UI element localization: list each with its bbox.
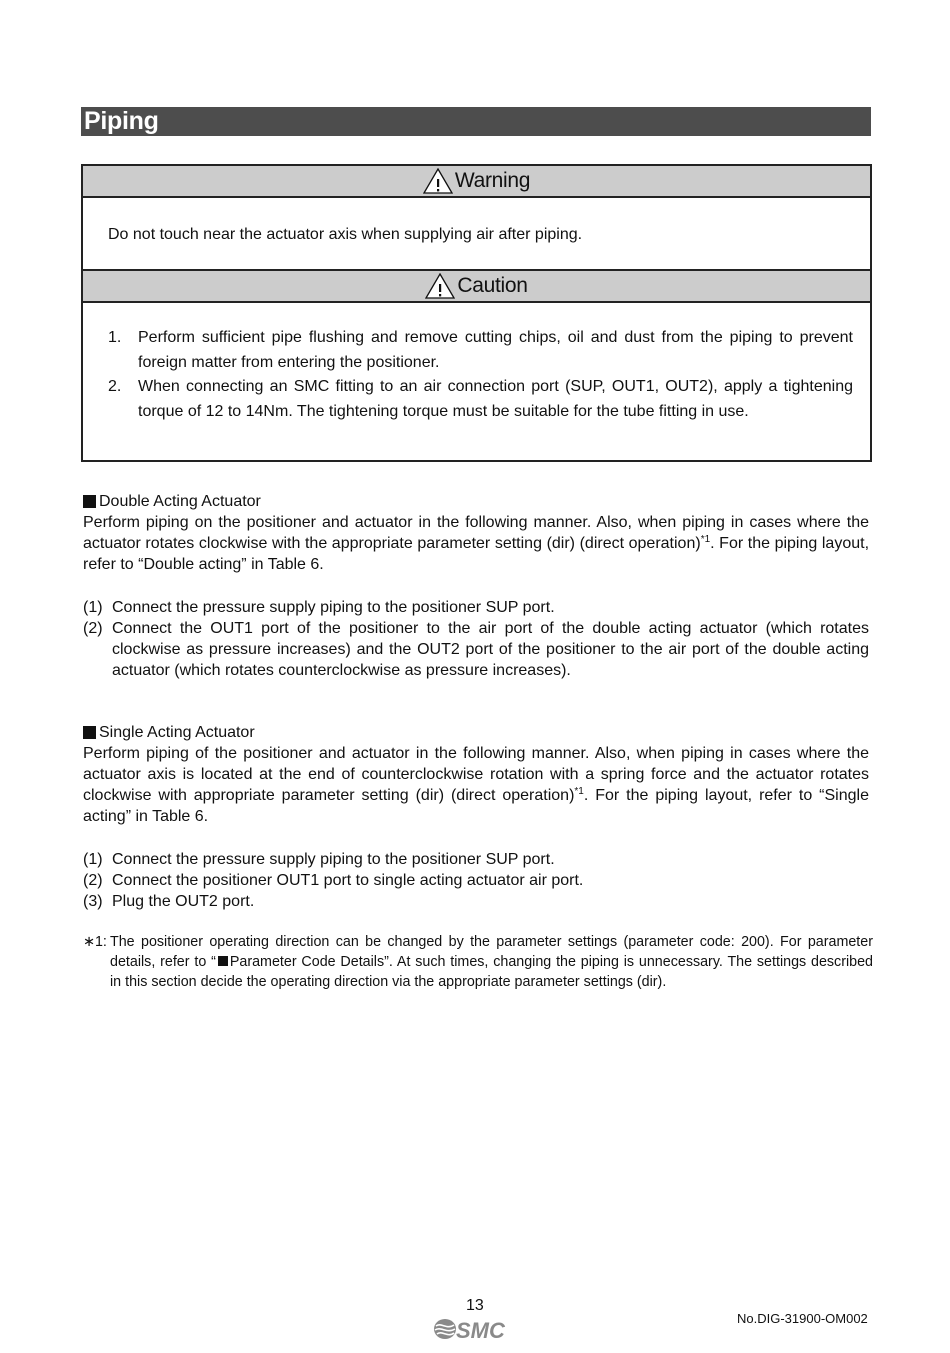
step-number: (3) bbox=[83, 893, 103, 910]
double-acting-step bbox=[83, 597, 869, 618]
step-text: Connect the OUT1 port of the positioner to the air port of the double acting actuator (which rotates clockwise as pressure increases) and the OUT2 port of the positioner to the air port of the double acting actuator (which rotates counterclockwise as pressure increases). bbox=[112, 620, 869, 679]
caution-item-text: Perform sufficient pipe flushing and remove cutting chips, oil and dust from the piping to prevent foreign matter from entering the positioner. bbox=[138, 329, 853, 371]
footnote-text-part: ”. At such times, changing the piping is unnecessary. The settings described in this section decide the operating direction via the appropriate parameter settings (dir). bbox=[110, 954, 873, 990]
single-acting-step bbox=[83, 891, 869, 912]
step-text: Plug the OUT2 port. bbox=[112, 893, 255, 910]
step-number: (1) bbox=[83, 851, 103, 868]
warning-text: Do not touch near the actuator axis when supplying air after piping. bbox=[108, 226, 583, 243]
footnote-text-part: The positioner operating direction can be changed by the parameter settings (parameter code: 200). For parameter details, refer to “ bbox=[110, 934, 873, 970]
double-acting-paragraph bbox=[83, 512, 869, 575]
warning-label: Warning bbox=[454, 169, 531, 192]
single-acting-heading bbox=[83, 722, 869, 743]
double-acting-step bbox=[83, 618, 869, 681]
single-acting-heading-text: Single Acting Actuator bbox=[99, 724, 255, 741]
caution-item-number: 2. bbox=[108, 378, 122, 395]
paragraph-text: Perform piping of the positioner and actuator in the following manner. Also, when piping in cases where the actuator axis is located at the end of counterclockwise rotation with a spring force and the actuator rotates clockwise with appropriate parameter setting (dir) (direct operation) bbox=[83, 745, 869, 804]
footnote-ref: *1 bbox=[700, 534, 711, 545]
paragraph-text: Perform piping on the positioner and actuator in the following manner. Also, when piping in cases where the actuator rotates clockwise with the appropriate parameter setting (dir) (direct operation) bbox=[83, 514, 869, 552]
caution-item-text: When connecting an SMC fitting to an air connection port (SUP, OUT1, OUT2), apply a tightening torque of 12 to 14Nm. The tightening torque must be suitable for the tube fitting in use. bbox=[138, 378, 853, 420]
step-number: (1) bbox=[83, 599, 103, 616]
step-text: Connect the pressure supply piping to the positioner SUP port. bbox=[112, 599, 555, 616]
document-number: No.DIG-31900-OM002 bbox=[737, 1311, 868, 1326]
step-number: (2) bbox=[83, 620, 103, 637]
single-acting-paragraph bbox=[83, 743, 869, 827]
section-title: Piping bbox=[81, 107, 871, 136]
footnote-text bbox=[110, 932, 873, 992]
square-bullet-icon bbox=[83, 726, 96, 739]
footnote-ref: *1 bbox=[574, 786, 584, 797]
safety-notice-box bbox=[81, 164, 872, 462]
caution-item bbox=[108, 326, 853, 375]
smc-logo-icon bbox=[433, 1316, 513, 1342]
caution-list bbox=[108, 326, 853, 424]
step-number: (2) bbox=[83, 872, 103, 889]
double-acting-heading-text: Double Acting Actuator bbox=[99, 493, 261, 510]
step-text: Connect the pressure supply piping to the positioner SUP port. bbox=[112, 851, 555, 868]
footnote bbox=[83, 932, 873, 992]
square-bullet-icon bbox=[218, 956, 228, 966]
double-acting-heading bbox=[83, 491, 869, 512]
caution-item-number: 1. bbox=[108, 329, 122, 346]
square-bullet-icon bbox=[83, 495, 96, 508]
caution-item bbox=[108, 375, 853, 424]
footnote-mark: ∗1: bbox=[83, 934, 107, 950]
warning-header bbox=[83, 166, 870, 198]
warning-triangle-icon bbox=[423, 168, 453, 194]
single-acting-step bbox=[83, 849, 869, 870]
caution-label: Caution bbox=[457, 274, 528, 297]
single-acting-section bbox=[83, 722, 869, 912]
single-acting-step bbox=[83, 870, 869, 891]
parameter-code-details-reference: Parameter Code Details bbox=[229, 954, 385, 970]
warning-triangle-icon bbox=[425, 273, 455, 299]
caution-header bbox=[83, 269, 870, 303]
page-number: 13 bbox=[466, 1297, 484, 1314]
step-text: Connect the positioner OUT1 port to single acting actuator air port. bbox=[112, 872, 584, 889]
logo-text: SMC bbox=[456, 1318, 505, 1342]
paragraph-text: . For the piping layout, refer to “Single acting” in Table 6. bbox=[83, 787, 869, 825]
paragraph-text: . For the piping layout, refer to “Double acting” in Table 6. bbox=[83, 535, 870, 573]
double-acting-section bbox=[83, 491, 869, 681]
